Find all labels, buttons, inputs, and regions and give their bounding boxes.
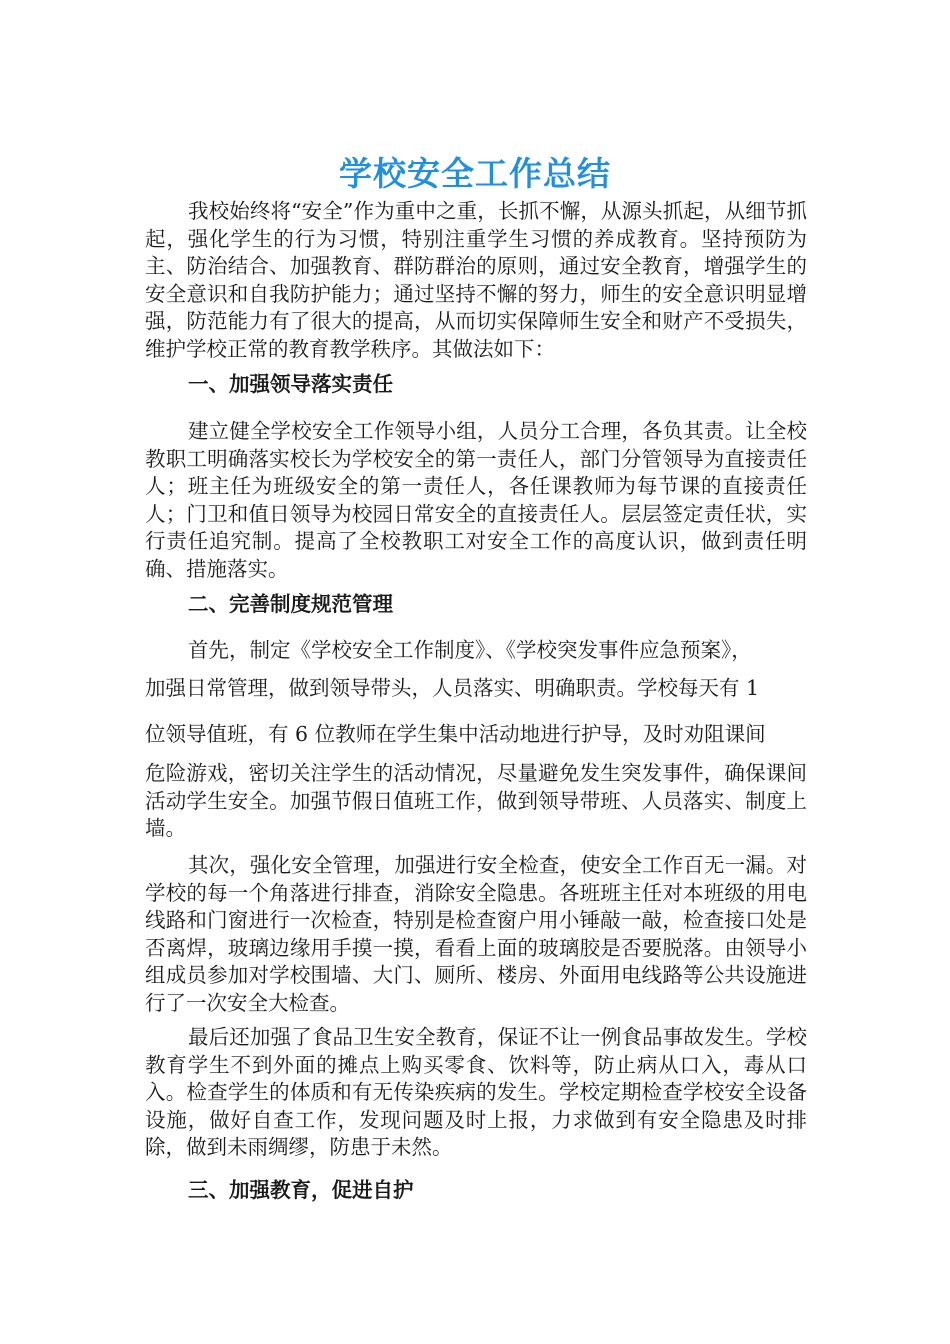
section-heading-3: 三、加强教育，促进自护 [188,1178,414,1202]
section-heading-1: 一、加强领导落实责任 [188,372,393,396]
section-heading-2: 二、完善制度规范管理 [188,592,393,616]
section-2-line-3: 位领导值班，有 6 位教师在学生集中活动地进行护导，及时劝阻课间 [145,722,766,746]
section-2-paragraph-2: 其次，强化安全管理，加强进行安全检查，使安全工作百无一漏。对学校的每一个角落进行排查，消除安全隐患。各班班主任对本班级的用电线路和门窗进行一次检查，特别是检查窗户用小锤敲一敲，检查接口处是否离焊，玻璃边缘用手摸一摸，看看上面的玻璃胶是否要脱落。由领导小组成员参加对学校围墙、大门、厕所、楼房、外面用电线路等公共设施进行了一次安全大检查。 [145,853,807,1015]
section-2-paragraph-1-rest: 危险游戏，密切关注学生的活动情况，尽量避免发生突发事件，确保课间活动学生安全。加强节假日值班工作，做到领导带班、人员落实、制度上墙。 [145,761,807,841]
section-2-paragraph-3: 最后还加强了食品卫生安全教育，保证不让一例食品事故发生。学校教育学生不到外面的摊点上购买零食、饮料等，防止病从口入，毒从口入。检查学生的体质和有无传染疾病的发生。学校定期检查学校安全设备设施，做好自查工作，发现问题及时上报，力求做到有安全隐患及时排除，做到未雨绸缪，防患于未然。 [145,1025,807,1160]
document-title: 学校安全工作总结 [339,154,611,194]
section-1-paragraph: 建立健全学校安全工作领导小组，人员分工合理，各负其责。让全校教职工明确落实校长为学校安全的第一责任人，部门分管领导为直接责任人；班主任为班级安全的第一责任人，各任课教师为每节课的直接责任人；门卫和值日领导为校园日常安全的直接责任人。层层签定责任状，实行责任追究制。提高了全校教职工对安全工作的高度认识，做到责任明确、措施落实。 [145,419,807,581]
intro-paragraph: 我校始终将“安全”作为重中之重，长抓不懈，从源头抓起，从细节抓起，强化学生的行为习惯，特别注重学生习惯的养成教育。坚持预防为主、防治结合、加强教育、群防群治的原则，通过安全教育，增强学生的安全意识和自我防护能力；通过坚持不懈的努力，师生的安全意识明显增强，防范能力有了很大的提高，从而切实保障师生安全和财产不受损失，维护学校正常的教育教学秩序。其做法如下： [145,199,807,361]
section-2-line-2: 加强日常管理，做到领导带头，人员落实、明确职责。学校每天有 1 [145,676,760,700]
section-2-line-1: 首先，制定《学校安全工作制度》、《学校突发事件应急预案》， [188,638,752,662]
